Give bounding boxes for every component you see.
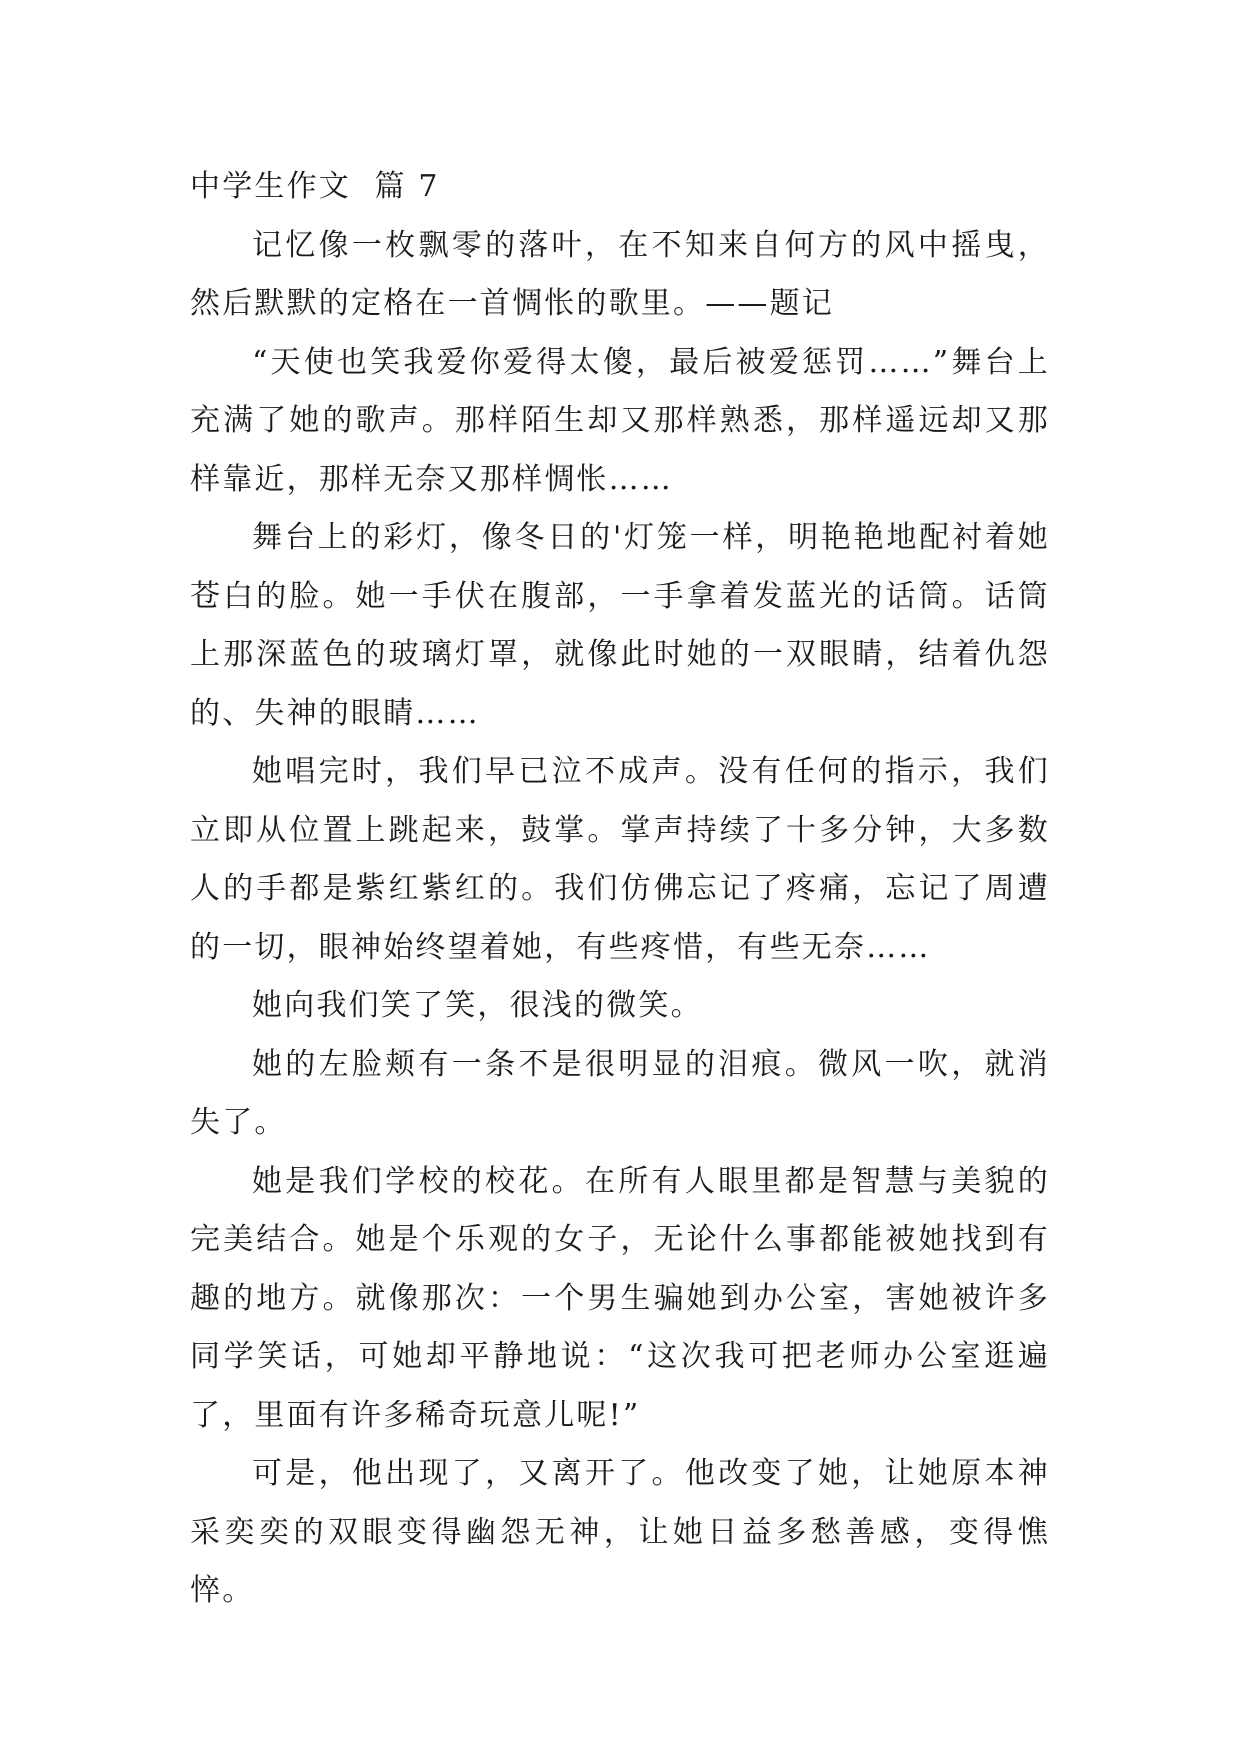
document-title: 中学生作文 篇 7 [190, 169, 440, 204]
paragraph-tear: 她的左脸颊有一条不是很明显的泪痕。微风一吹，就消失了。 [190, 1046, 1050, 1140]
paragraph-song: “天使也笑我爱你爱得太傻，最后被爱惩罚……”舞台上充满了她的歌声。那样陌生却又那样熟悉，那样遥远却又那样靠近，那样无奈又那样惆怅…… [190, 344, 1050, 497]
paragraph-smile: 她向我们笑了笑，很浅的微笑。 [252, 988, 703, 1023]
document-body [190, 158, 1050, 1621]
paragraph-school-beauty: 她是我们学校的校花。在所有人眼里都是智慧与美貌的完美结合。她是个乐观的女子，无论什么事都能被她找到有趣的地方。就像那次：一个男生骗她到办公室，害她被许多同学笑话，可她却平静地说：“这次我可把老师办公室逛遍了，里面有许多稀奇玩意儿呢!” [190, 1163, 1050, 1433]
paragraph-applause: 她唱完时，我们早已泣不成声。没有任何的指示，我们立即从位置上跳起来，鼓掌。掌声持续了十多分钟，大多数人的手都是紫红紫红的。我们仿佛忘记了疼痛，忘记了周遭的一切，眼神始终望着她，有些疼惜，有些无奈…… [190, 754, 1050, 965]
paragraph-epigraph: 记忆像一枚飘零的落叶，在不知来自何方的风中摇曳，然后默默的定格在一首惆怅的歌里。——题记 [190, 227, 1050, 321]
paragraph-stage-lights: 舞台上的彩灯，像冬日的'灯笼一样，明艳艳地配衬着她苍白的脸。她一手伏在腹部，一手拿着发蓝光的话筒。话筒上那深蓝色的玻璃灯罩，就像此时她的一双眼睛，结着仇怨的、失神的眼睛…… [190, 520, 1050, 731]
paragraph-change: 可是，他出现了，又离开了。他改变了她，让她原本神采奕奕的双眼变得幽怨无神，让她日益多愁善感，变得憔悴。 [190, 1456, 1050, 1608]
